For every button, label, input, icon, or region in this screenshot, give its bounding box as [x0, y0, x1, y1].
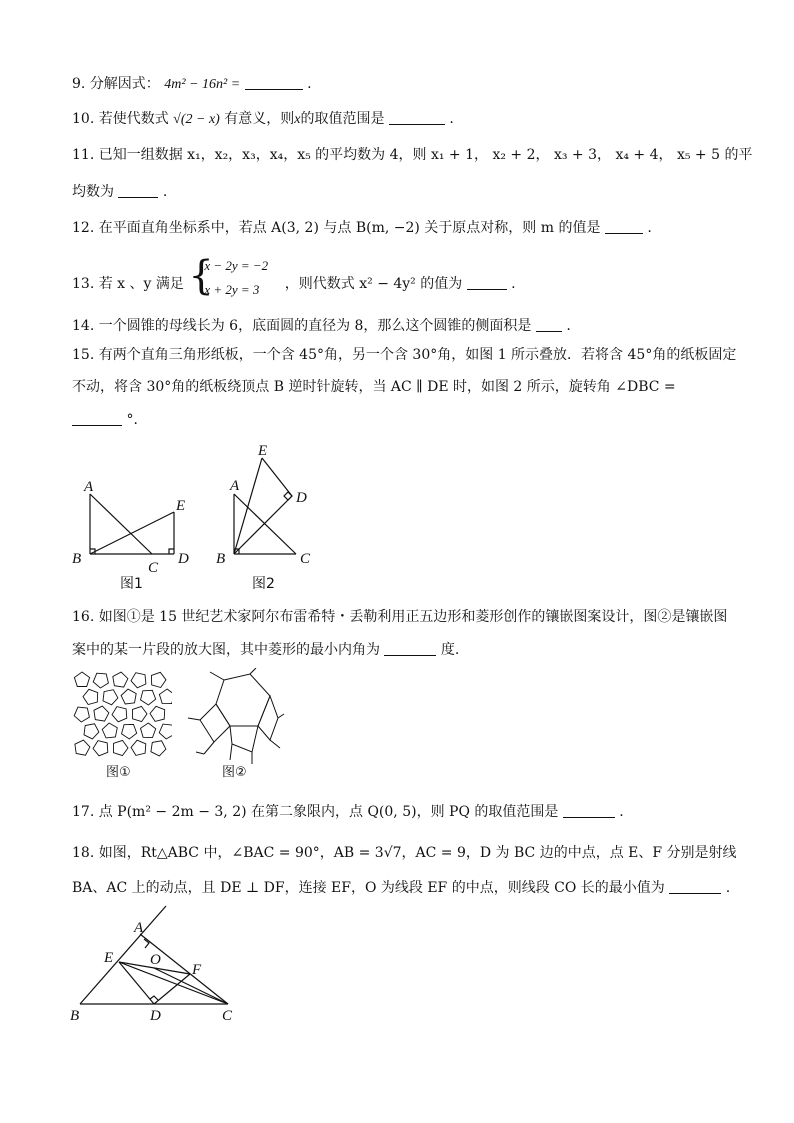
figure-2: [206, 438, 326, 594]
question-18: [72, 843, 737, 863]
question-number: 18.: [72, 845, 95, 861]
figure-caption: 图②: [222, 765, 247, 780]
answer-blank[interactable]: [605, 219, 643, 234]
period: .: [307, 76, 312, 92]
label-c: C: [148, 560, 159, 576]
pentagon-tile: [159, 689, 172, 704]
pentagon-tile: [94, 706, 109, 721]
pentagon-tile: [159, 724, 172, 739]
label-o: O: [150, 952, 161, 968]
pentagon-outline: [216, 674, 270, 726]
pentagon-tile: [141, 690, 156, 705]
question-number: 16.: [72, 609, 95, 625]
period: .: [449, 111, 454, 127]
answer-blank[interactable]: [563, 803, 615, 818]
pentagon-tile: [133, 706, 148, 721]
pentagon-tile: [75, 740, 90, 755]
label-f: F: [192, 962, 202, 978]
question-text: 一个圆锥的母线长为 6，底面圆的直径为 8，那么这个圆锥的侧面积是: [98, 318, 532, 334]
question-text: 有意义，则: [224, 111, 295, 127]
question-text: 如图，Rt△ABC 中，∠BAC = 90°，AB = 3√7，AC = 9，D 为 BC 边的中点，点 E、F 分别是射线: [98, 845, 737, 861]
rhombus: [258, 696, 278, 740]
question-text: 分解因式：: [89, 76, 160, 92]
segment-ac: [90, 494, 152, 554]
answer-blank[interactable]: [384, 641, 436, 656]
pentagon-tile: [151, 672, 166, 687]
question-number: 14.: [72, 318, 95, 334]
segment-df: [154, 974, 190, 1004]
brace-icon: {: [188, 253, 214, 299]
pentagon-tile: [74, 672, 89, 687]
question-9: [72, 74, 312, 95]
degree-period: °．: [126, 412, 148, 428]
question-12: [72, 218, 652, 238]
pentagon-tile: [131, 673, 146, 688]
pentagon-tile: [83, 689, 98, 704]
label-e: E: [176, 498, 186, 514]
figure-tessellation-1: [72, 668, 172, 780]
question-text: 均数为: [72, 184, 114, 200]
figure-18: [70, 904, 250, 1024]
answer-blank[interactable]: [669, 879, 721, 894]
edge-line: [278, 714, 284, 718]
figure-caption: 图1: [120, 576, 143, 592]
figure-tessellation-2: [186, 668, 286, 780]
equation-system: [188, 253, 280, 299]
question-15: [72, 345, 736, 365]
label-b: B: [70, 1008, 80, 1024]
question-number: 15.: [72, 347, 95, 363]
pentagon-tile: [114, 740, 129, 755]
edge-line: [270, 740, 280, 748]
pentagon-tile: [141, 723, 156, 738]
question-16-line2: [72, 640, 459, 660]
question-10: [72, 109, 454, 130]
question-17: [72, 802, 624, 822]
label-b: B: [72, 551, 82, 567]
period: .: [647, 220, 652, 236]
question-text: 不动，将含 30°角的纸板绕顶点 B 逆时针旋转，当 AC ∥ DE 时，如图 2 所示，旋转角 ∠DBC =: [72, 379, 676, 395]
period: .: [162, 184, 168, 200]
pentagon-tile: [74, 707, 89, 722]
right-angle-mark: [284, 492, 292, 500]
edge-line: [210, 672, 224, 680]
label-c: C: [222, 1008, 233, 1024]
question-text: ，则代数式 x² − 4y² 的值为: [284, 276, 463, 292]
figure-1: [68, 472, 198, 594]
math-expression: √(2 − x): [173, 112, 220, 127]
answer-blank[interactable]: [389, 110, 445, 125]
question-11: [72, 145, 752, 165]
pentagon-tile: [93, 673, 108, 688]
answer-blank[interactable]: [118, 183, 158, 198]
question-text: 如图①是 15 世纪艺术家阿尔布雷希特・丢勒利用正五边形和菱形创作的镶嵌图案设计，图②是镶嵌图: [98, 609, 728, 625]
question-text: 若 x 、y 满足: [98, 276, 184, 292]
label-c: C: [300, 551, 311, 567]
pentagon-tile: [103, 690, 118, 705]
rhombus: [200, 704, 230, 742]
question-14: [72, 316, 571, 336]
label-d: D: [178, 551, 189, 567]
pentagon-tile: [150, 706, 165, 721]
edge-line: [188, 718, 200, 720]
question-11-line2: [72, 182, 167, 202]
question-text: 点 P(m² − 2m − 3, 2) 在第二象限内，点 Q(0, 5)，则 PQ 的取值范围是: [98, 804, 559, 820]
pentagon-tile: [102, 723, 117, 738]
pentagon-tile: [113, 672, 128, 687]
math-expression: 4m² − 16n² =: [164, 77, 241, 92]
question-number: 12.: [72, 220, 95, 236]
segment-ac: [140, 934, 228, 1004]
right-angle-mark: [169, 549, 174, 554]
answer-blank[interactable]: [536, 317, 562, 332]
question-15-line2: [72, 377, 676, 397]
pentagon-pattern: [74, 672, 172, 756]
right-angle-mark: [150, 996, 158, 1000]
period: .: [566, 318, 571, 334]
segment-ec: [119, 962, 228, 1004]
question-number: 13.: [72, 276, 95, 292]
question-text: 度.: [440, 642, 460, 658]
label-b: B: [216, 551, 226, 567]
equation-2: x + 2y = 3: [204, 282, 260, 297]
period: .: [619, 804, 624, 820]
pentagon-outline: [230, 726, 258, 752]
question-number: 10.: [72, 111, 95, 127]
answer-blank[interactable]: [72, 411, 122, 426]
pentagon-tile: [131, 740, 146, 755]
label-a: A: [84, 479, 94, 495]
edge-line: [230, 744, 232, 760]
question-text: 案中的某一片段的放大图，其中菱形的最小内角为: [72, 642, 380, 658]
edge-line: [250, 668, 256, 674]
question-number: 17.: [72, 804, 95, 820]
question-18-line2: [72, 878, 730, 898]
question-text: 已知一组数据 x₁，x₂，x₃，x₄，x₅ 的平均数为 4，则 x₁ + 1， x₂ + 2， x₃ + 3， x₄ + 4， x₅ + 5 的平: [98, 147, 753, 163]
question-text: 有两个直角三角形纸板，一个含 45°角，另一个含 30°角，如图 1 所示叠放．若将含 45°角的纸板固定: [98, 347, 737, 363]
figure-caption: 图①: [106, 765, 131, 780]
segment-oc: [154, 968, 228, 1004]
answer-blank[interactable]: [467, 275, 507, 290]
question-15-line3: [72, 410, 147, 430]
pentagon-tile: [121, 689, 136, 704]
question-text: BA、AC 上的动点，且 DE ⊥ DF，连接 EF，O 为线段 EF 的中点，则线段 CO 长的最小值为: [72, 880, 665, 896]
question-number: 11.: [72, 147, 95, 163]
question-13: [72, 253, 516, 299]
question-text: 若使代数式: [98, 111, 169, 127]
segment-be: [90, 512, 174, 554]
question-text: 的取值范围是: [300, 111, 385, 127]
pentagon-tile: [122, 724, 137, 739]
pentagon-tile: [151, 741, 166, 756]
label-d: D: [296, 490, 307, 506]
equation-1: x − 2y = −2: [204, 258, 269, 273]
label-d: D: [150, 1008, 161, 1024]
question-text: 在平面直角坐标系中，若点 A(3, 2) 与点 B(m, −2) 关于原点对称，则 m 的值是: [98, 220, 601, 236]
label-a: A: [134, 920, 144, 936]
label-e: E: [258, 443, 268, 459]
period: .: [511, 276, 516, 292]
period: .: [725, 880, 731, 896]
pentagon-tile: [93, 741, 108, 756]
label-a: A: [230, 478, 240, 494]
label-e: E: [104, 950, 114, 966]
edge-line: [196, 752, 204, 754]
pentagon-tile: [84, 724, 99, 739]
question-16: [72, 607, 727, 627]
variable: x: [294, 112, 301, 127]
edge-line: [204, 742, 214, 754]
question-number: 9.: [72, 76, 86, 92]
figure-caption: 图2: [252, 576, 275, 592]
segment-ed: [262, 458, 292, 496]
answer-blank[interactable]: [245, 75, 303, 90]
pentagon-tile: [112, 707, 127, 722]
